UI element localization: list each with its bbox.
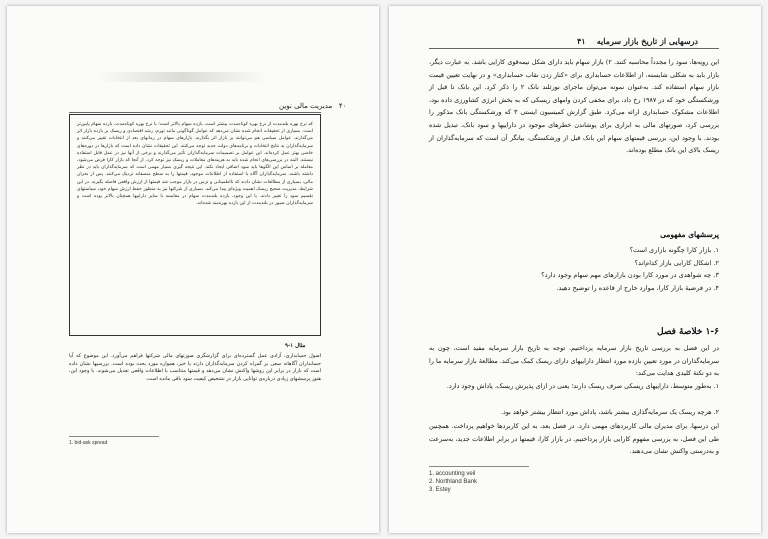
- list-item: ۴. در فرضیهٔ بازار کارا، موارد خارج از قاعده را توضیح دهید.: [556, 283, 719, 292]
- summary-closing: این درسها، برای مدیران مالی کاربردهای مهمی دارد. در فصل بعد، به این کاربردها خواهیم پرداخت. همچنین طی این فصل، به بررسی مفهوم کارایی بازار پرداختیم. در بازار کارا، قیمتها در برابر اطلاعات جدید، به‌سرعت و به‌درستی واکنش نشان می‌دهند.: [429, 422, 719, 456]
- footnote-rule: [429, 466, 529, 467]
- summary-point: ۲. هرچه ریسک یک سرمایه‌گذاری بیشتر باشد، پاداش مورد انتظار بیشتر خواهد بود.: [500, 408, 719, 416]
- example-paragraph: اصول حسابداری، آزادی عمل گسترده‌ای برای گزارشگری صورتهای مالی شرکتها فراهم می‌آورد. این موضوع که آیا حسابداران آگاهانه سعی بر گمراه کردن سرمایه‌گذاران دارند یا خیر، همواره مورد بحث بوده است. بررسیها نشان داده است که بازار در برابر این روشها واکنش نشان می‌دهد و قیمتها متناسب با اطلاعات واقعی تعدیل می‌شوند. با وجود این، هنوز پرسشهای زیادی درباره‌ی توانایی بازار در تشخیص کیفیت سود باقی مانده است.: [69, 353, 321, 382]
- list-item: ۱. بازار کارا چگونه بازاری است؟: [629, 246, 719, 254]
- list-item: ۲. اشکال کارایی بازار کدام‌اند؟: [634, 258, 719, 267]
- box-paragraph: که نرخ بهره بلندمدت از نرخ بهره کوتاه‌مدت بیشتر است، بازده سهام بالاتر است؛ با نرخ بهره کوتاه‌مدت، بازده سهام پایین‌تر است. بسیاری از تحقیقات انجام شده نشان می‌دهد که عوامل گوناگونی مانند تورم، رشد اقتصادی و ریسک بر بازده بازار اثر می‌گذارند. عوامل سیاسی هم می‌توانند بر بازار اثر بگذارند. بازارهای سهام در زمانهای بعد از انتخابات تغییر می‌کنند و سرمایه‌گذاران به نتایج انتخابات و برنامه‌های دولت جدید توجه می‌کنند. این تحقیقات نشان داده است که بازارها در دوره‌های خاصی بهتر عمل کرده‌اند. این عوامل بر تصمیمات سرمایه‌گذاران تأثیر می‌گذارند و برخی از آنها نیز در عمل قابل استفاده نیستند. البته در بررسی‌های انجام شده باید به هزینه‌های معاملات و ریسک نیز توجه کرد. از آنجا که بازار کارا فرض می‌شود، معامله بر اساس این الگوها باید سود اضافی ایجاد نکند. این نتیجه گیری بسیار مهمی است که سرمایه‌گذاران باید در نظر داشته باشند. سرمایه‌گذاران آگاه با استفاده از اطلاعات موجود، قیمتها را به سطح منصفانه نزدیک می‌کنند. پس از بحران مالی، بسیاری از مطالعات نشان دادند که نااطمینانی و ترس در بازار موجب شد قیمتها از ارزش واقعی فاصله بگیرند. در این شرایط، مدیریت صحیح ریسک اهمیت ویژه‌ای پیدا می‌کند. بسیاری از شرکتها نیز به منظور حفظ ارزش سهام خود، سیاستهای تقسیم سود را تغییر دادند. با این وجود، بازده بلندمدت سهام در مقایسه با سایر داراییها همچنان بالاتر بوده است و سرمایه‌گذاران صبور در بلندمدت از این بازده بهره‌مند شده‌اند.: [77, 122, 313, 207]
- intro-paragraph: این رویه‌ها، سود را مجدداً محاسبه کنند. ۲) بازار سهام باید دارای شکل نیمه‌قوی کارایی باشد. به عبارت دیگر، بازار باید به شکلی شایسته، از اطلاعات حسابداری برای «کنار زدن نقاب حسابداری» و در نهایت تعیین قیمت بازار سهام استفاده کند. به‌عنوان نمونه می‌توان ماجرای نورثلند بانک ۲ را ذکر کرد. این بانک تا قبل از ورشکستگی خود که در ۱۹۸۷ رخ داد، برای مخفی کردن وامهای ریسکی که به بخش انرژی کشاورزی داده بود، اطلاعات مشکوک حسابداری ارائه می‌کرد. طبق گزارش کمیسیون ایستی ۳ که ورشکستگی بانک مذکور را بررسی کرد، صورتهای مالی به ابزاری برای پوشاندن خطرهای موجود در داراییها و سود بانک، تبدیل شده بودند. با وجود این، بررسی قیمتهای سهام این بانک قبل از ورشکستگی، بیانگر آن است که سرمایه‌گذاران از ریسک بالای این بانک مطلع بوده‌اند.: [429, 58, 720, 155]
- bleed-through-artifact: [97, 72, 267, 82]
- right-page-header: [577, 36, 698, 46]
- example-title: مثال ۱-۹: [285, 343, 306, 349]
- left-page-header: [279, 102, 346, 110]
- footnote-rule: [69, 436, 159, 437]
- page-number: ۴۱: [577, 36, 586, 46]
- footnote: 1. bid-ask spread: [69, 440, 108, 446]
- footnote: 3. Estey: [429, 487, 451, 493]
- header-rule: [69, 112, 321, 113]
- right-page: [389, 6, 761, 533]
- footnote: 1. accounting veil: [429, 471, 476, 477]
- questions-list: [429, 244, 719, 294]
- boxed-text: [69, 114, 321, 336]
- running-title: درسهایی از تاریخ بازار سرمایه: [596, 36, 698, 46]
- summary-intro: در این فصل به بررسی تاریخ بازار سرمایه پرداختیم. توجه به تاریخ بازار سرمایه مفید است، چون به سرمایه‌گذاران در مورد تعیین بازده مورد انتظار داراییهای دارای ریسک کمک می‌کند. مطالعهٔ بازار سرمایه ما را به دو نکتهٔ کلیدی هدایت می‌کند:: [429, 344, 719, 378]
- summary-point: ۱. به‌طور متوسط، داراییهای ریسکی صرف ریسک دارند؛ یعنی در ازای پذیرش ریسک، پاداش وجود دارد.: [446, 382, 719, 390]
- summary-title: ۱-۶ خلاصهٔ فصل: [657, 327, 719, 337]
- questions-title: پرسشهای مفهومی: [660, 230, 719, 239]
- page-number: ۴۰: [338, 102, 347, 110]
- footnote: 2. Northland Bank: [429, 479, 478, 485]
- footnotes: [429, 470, 477, 494]
- running-title: مدیریت مالی نوین: [279, 102, 333, 110]
- left-page: [7, 6, 379, 533]
- header-rule: [429, 48, 719, 49]
- list-item: ۳. چه شواهدی در مورد کارا بودن بازارهای مهم سهام وجود دارد؟: [541, 271, 719, 280]
